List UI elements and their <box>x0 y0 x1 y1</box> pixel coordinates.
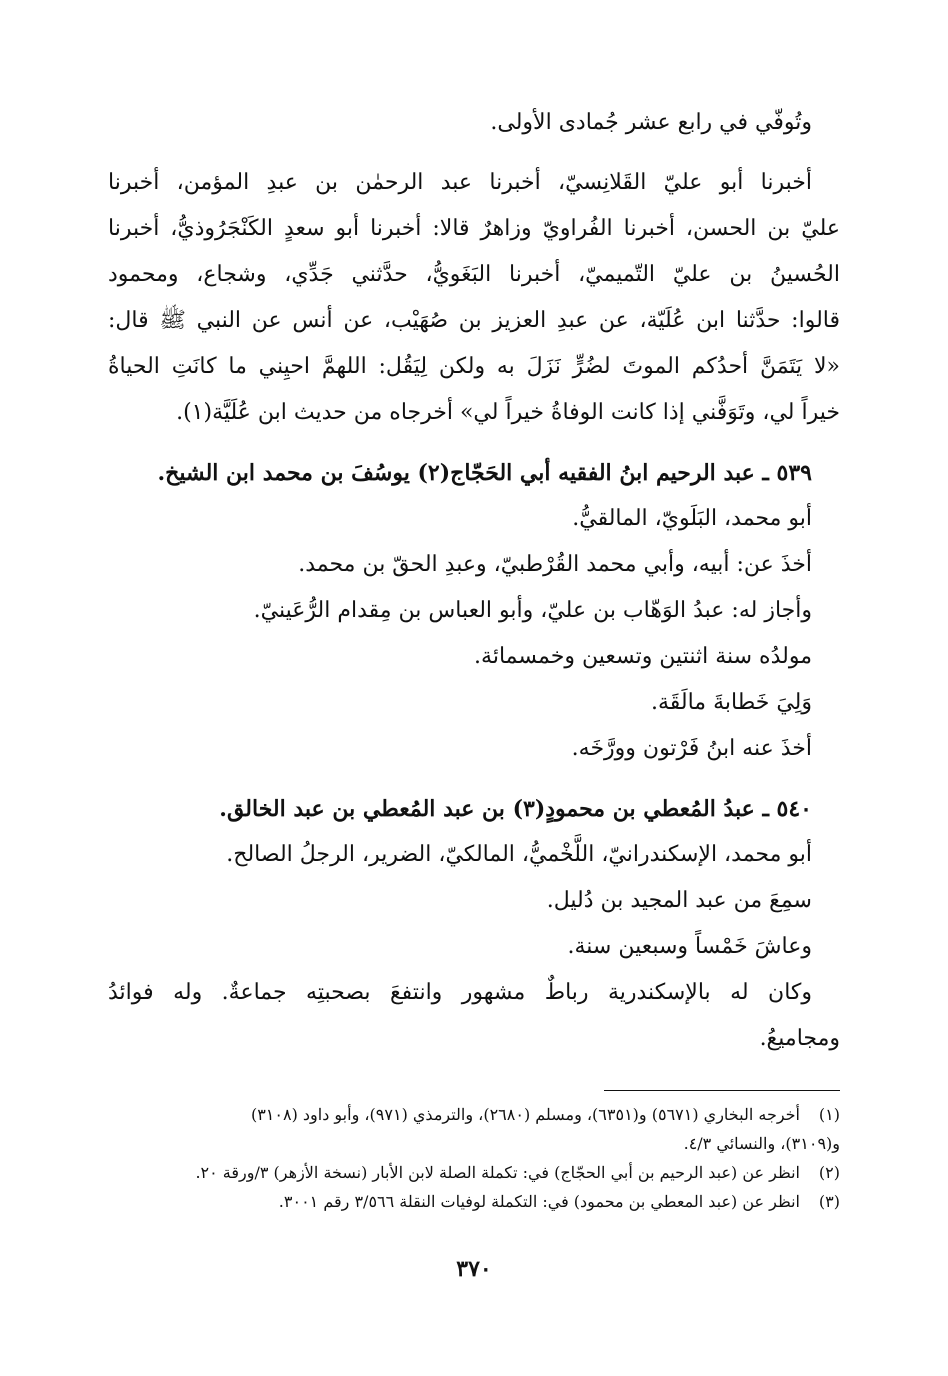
footnote-number: (٣) <box>818 1192 840 1211</box>
footnote-1-continuation: و(٣١٠٩)، والنسائي ٤/٣. <box>683 1134 840 1153</box>
text-line: وَلِيَ خَطابةَ مالَقَة. <box>650 690 812 715</box>
text-line: «لا يَتَمَنَّ أحدُكم الموتَ لضُرٍّ نَزَلَ به ولكن لِيَقُل: اللهمَّ احيِني ما كانَتِ الحياةُ <box>108 354 840 379</box>
text-line: وكان له بالإسكندرية رباطٌ مشهور وانتفعَ بصحبتِه جماعةٌ. وله فوائدُ <box>108 980 812 1005</box>
text-line: عليّ بن الحسن، أخبرنا الفُراويّ وزاهرٌ قالا: أخبرنا أبو سعدٍ الكَنْجَرُوذيُّ، أخبرنا <box>108 216 840 241</box>
footnote-number: (١) <box>818 1105 840 1124</box>
text-line: خيراً لي، وتَوَفَّني إذا كانت الوفاةُ خيراً لي» أخرجاه من حديث ابن عُلَيَّة(١). <box>176 400 840 425</box>
text-line: أخبرنا أبو عليّ القَلانِسيّ، أخبرنا عبد الرحمٰن بن عبدِ المؤمن، أخبرنا <box>108 170 812 195</box>
text-line: مولدُه سنة اثنتين وتسعين وخمسمائة. <box>474 644 812 669</box>
footnotes <box>108 1100 840 1216</box>
entry-heading-540: ٥٤٠ ـ عبدُ المُعطي بن محمودٍ(٣) بن عبد المُعطي بن عبد الخالق. <box>219 796 812 822</box>
text-line: قالوا: حدَّثنا ابن عُلَيّة، عن عبدِ العزيز بن صُهَيْب، عن أنس عن النبي ﷺ قال: <box>108 308 840 333</box>
text-line: الحُسينُ بن عليّ التّميميّ، أخبرنا البَغَويُّ، حدَّثني جَدِّي، وشجاع، ومحمود <box>108 262 840 287</box>
footnote-text: انظر عن (عبد المعطي بن محمود) في: التكملة لوفيات النقلة ٣/٥٦٦ رقم ٣٠٠١. <box>278 1192 800 1211</box>
text-line: وعاشَ خَمْساً وسبعين سنة. <box>567 934 812 959</box>
footnote-separator <box>604 1090 840 1091</box>
text-line: أبو محمد، الإسكندرانيّ، اللَّخْميُّ، المالكيّ، الضرير، الرجلُ الصالح. <box>226 842 812 867</box>
text-line: ومجاميعُ. <box>759 1026 840 1051</box>
footnote-1 <box>108 1100 840 1129</box>
page-number: ٣٧٠ <box>456 1256 492 1282</box>
footnote-text: أخرجه البخاري (٥٦٧١) و(٦٣٥١)، ومسلم (٢٦٨٠)، والترمذي (٩٧١)، وأبو داود (٣١٠٨) <box>250 1105 800 1124</box>
main-text <box>108 100 840 1062</box>
text-line: وأجاز له: عبدُ الوَهّاب بن عليّ، وأبو العباس بن مِقدام الرُّعَينيّ. <box>253 598 812 623</box>
text-line: أخذَ عنه ابنُ فَرْتون وورَّخَه. <box>571 736 812 761</box>
footnote-3 <box>108 1187 840 1216</box>
paragraph-gap <box>108 436 840 450</box>
footnote-2 <box>108 1158 840 1187</box>
entry-heading-539: ٥٣٩ ـ عبد الرحيم ابنُ الفقيه أبي الحَجّاج(٢) يوسُفَ بن محمد ابن الشيخ. <box>157 460 812 486</box>
text-line: وتُوفّي في رابع عشر جُمادى الأولى. <box>490 110 812 135</box>
text-line: أخذَ عن: أبيه، وأبي محمد القُرْطبيّ، وعبدِ الحقّ بن محمد. <box>298 552 812 577</box>
paragraph-gap <box>108 146 840 160</box>
footnote-number: (٢) <box>818 1163 840 1182</box>
paragraph-gap <box>108 772 840 786</box>
footnote-text: انظر عن (عبد الرحيم بن أبي الحجّاج) في: تكملة الصلة لابن الأبار (نسخة الأزهر) ٣/ورقة ٢٠. <box>195 1163 800 1182</box>
text-line: سمِعَ من عبد المجيد بن دُليل. <box>546 888 812 913</box>
text-line: أبو محمد، البَلَويّ، المالقيُّ. <box>572 506 812 531</box>
